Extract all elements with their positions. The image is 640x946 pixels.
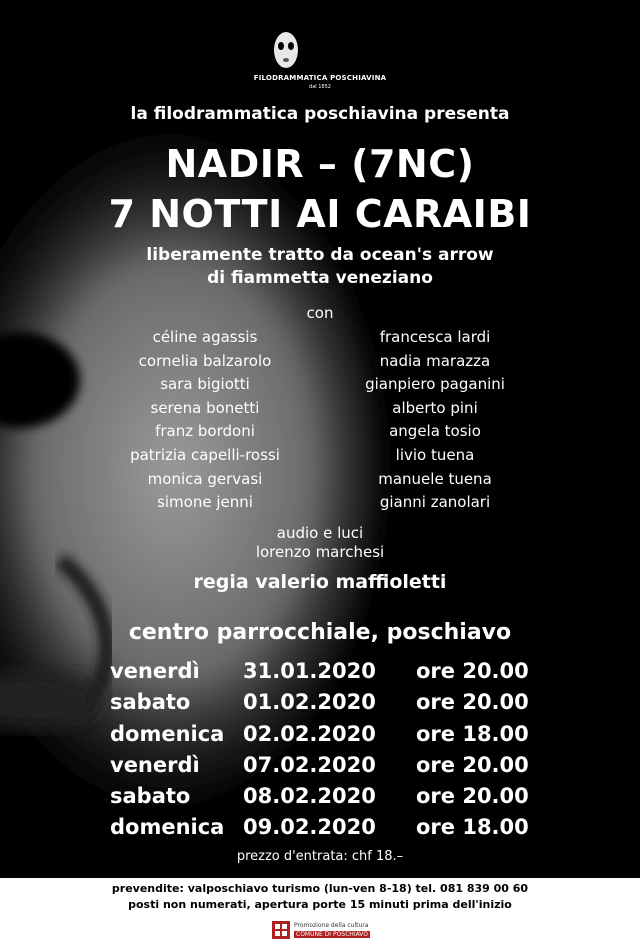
play-subtitle-line1: liberamente tratto da ocean's arrow [146, 245, 494, 265]
sponsor-line1: Promozione della cultura [294, 922, 369, 929]
audio-name: lorenzo marchesi [255, 543, 385, 561]
cast-label: con [306, 304, 334, 322]
cast-list-right [330, 326, 540, 515]
seating-info: posti non numerati, apertura porte 15 minuti prima dell'inizio [128, 898, 512, 911]
schedule-day: venerdì [110, 659, 200, 683]
schedule-date: 31.01.2020 [243, 659, 376, 683]
schedule-time: ore 18.00 [416, 721, 529, 746]
logo-subtitle: dal 1852 [309, 84, 331, 90]
cast-member: livio tuena [395, 445, 475, 464]
logo-title: FILODRAMMATICA POSCHIAVINA [253, 74, 387, 82]
schedule-date: 09.02.2020 [243, 815, 376, 840]
cast-member: manuele tuena [378, 469, 492, 488]
schedule-day: sabato [110, 784, 191, 809]
schedule-row [110, 719, 570, 750]
audio-label: audio e luci [276, 524, 364, 542]
presenter-line: la filodrammatica poschiavina presenta [130, 104, 510, 124]
schedule-time: ore 18.00 [416, 815, 529, 840]
theatre-mask-icon [269, 28, 303, 74]
director-credit: regia valerio maffioletti [193, 571, 447, 593]
cast-member: monica gervasi [147, 469, 263, 488]
cast-member: serena bonetti [150, 398, 260, 417]
cast-member: franz bordoni [155, 422, 255, 441]
schedule-date: 02.02.2020 [243, 721, 376, 746]
schedule-row [110, 781, 570, 812]
cast-member: simone jenni [157, 493, 253, 512]
schedule-time: ore 20.00 [416, 659, 529, 683]
cast-member: francesca lardi [379, 328, 491, 346]
cast-member: céline agassis [152, 328, 258, 346]
schedule-day: venerdì [110, 752, 200, 777]
price: prezzo d'entrata: chf 18.– [236, 849, 404, 864]
schedule-row [110, 656, 570, 687]
schedule-time: ore 20.00 [416, 784, 529, 809]
cast-member: sara bigiotti [160, 375, 250, 394]
cast-member: cornelia balzarolo [138, 351, 272, 370]
sponsor-line2: COMUNE DI POSCHIAVO [296, 931, 369, 938]
schedule-date: 01.02.2020 [243, 690, 376, 715]
schedule-row [110, 812, 570, 843]
cast-member: gianni zanolari [379, 493, 491, 512]
cast-member: angela tosio [389, 422, 481, 441]
play-title-line1: NADIR – (7NC) [165, 142, 475, 186]
sponsor-logo [272, 920, 368, 940]
schedule-time: ore 20.00 [416, 690, 529, 715]
cast-member: nadia marazza [379, 351, 491, 370]
presale-info: prevendite: valposchiavo turismo (lun-ven 8-18) tel. 081 839 00 60 [111, 882, 529, 895]
schedule-day: sabato [110, 690, 191, 715]
schedule-row [110, 750, 570, 781]
schedule-date: 08.02.2020 [243, 784, 376, 809]
schedule-row [110, 687, 570, 718]
play-title-line2: 7 NOTTI AI CARAIBI [108, 192, 532, 236]
comune-crest-icon [272, 921, 290, 939]
schedule-day: domenica [110, 815, 225, 840]
schedule-table [110, 656, 570, 844]
cast-list-left [100, 326, 310, 515]
cast-member: patrizia capelli-rossi [130, 445, 280, 464]
play-subtitle-line2: di fiammetta veneziano [207, 268, 433, 288]
schedule-day: domenica [110, 721, 225, 746]
cast-member: alberto pini [392, 398, 478, 417]
cast-member: gianpiero paganini [365, 375, 505, 394]
schedule-time: ore 20.00 [416, 752, 529, 777]
venue: centro parrocchiale, poschiavo [128, 620, 512, 645]
schedule-date: 07.02.2020 [243, 752, 376, 777]
